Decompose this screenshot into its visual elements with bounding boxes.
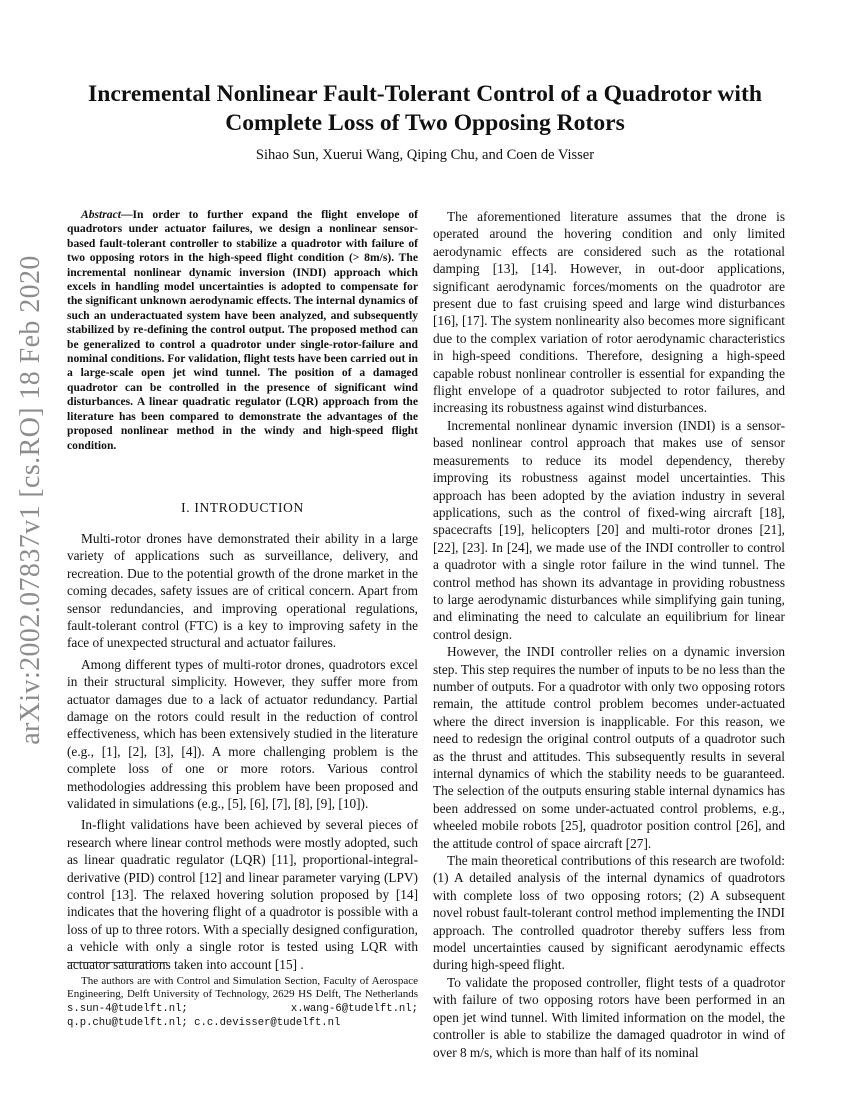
intro-paragraph-6: However, the INDI controller relies on a dynamic inversion step. This step requires the number of inputs to be no less than the number of outputs. For a quadrotor with only two opposing rotors remain, the attitude control problem becomes under-actuated where the direct inversion is inapplicable. For this reason, we need to redesign the original control outputs of a quadrotor such as the thrust and attitudes. This subsequently results in several internal dynamics of which the stability needs to be guaranteed. The selection of the outputs ensuring stable internal dynamics has been addressed on some under-actuated control problems, e.g., wheeled mobile robots [25], quadrotor position control [26], and the attitude control of space aircraft [27]. [433, 644, 785, 851]
author-list: Sihao Sun, Xuerui Wang, Qiping Chu, and Coen de Visser [255, 147, 595, 163]
intro-paragraph-3: In-flight validations have been achieved by several pieces of research where linear control methods were mostly adopted, such as linear quadratic regulator (LQR) [11], proportional-integral-derivative (PID) control [12] and linear parameter varying (LPV) control [13]. The relaxed hovering solution proposed by [14] indicates that the hovering flight of a quadrotor is possible with a loss of up to three rotors. With a specially designed configuration, a vehicle with only a single rotor is tested using LQR with actuator saturations taken into account [15] . [67, 817, 418, 972]
left-column [67, 208, 418, 973]
intro-paragraph-8: To validate the proposed controller, flight tests of a quadrotor with failure of two opposing rotors have been performed in an open jet wind tunnel. With limited information on the model, the controller is able to stabilize the damaged quadrotor in wind of over 8 m/s, which is more than half of its nominal [433, 974, 785, 1060]
arxiv-sidebar [8, 255, 54, 745]
intro-paragraph-4: The aforementioned literature assumes that the drone is operated around the hovering condition and only limited aerodynamic effects are considered such as the rotational damping [13], [14]. However, in out-door applications, significant aerodynamic forces/moments on the quadrotor are present due to fast cruising speed and large wind disturbances [16], [17]. The system nonlinearity also becomes more significant due to the complex variation of rotor aerodynamic characteristics in high-speed conditions. Therefore, designing a high-speed capable robust nonlinear controller is essential for expanding the flight envelope of a quadrotor subjected to rotor failures, and increasing its robustness against wind disturbances. [433, 209, 785, 416]
intro-paragraph-1: Multi-rotor drones have demonstrated their ability in a large variety of applications such as surveillance, delivery, and recreation. Due to the potential growth of the drone market in the coming decades, safety issues are of critical concern. Apart from sensor redundancies, and improving operational regulations, fault-tolerant control (FTC) is a key to improving safety in the face of unexpected structural and actuator failures. [67, 530, 418, 651]
section-heading-introduction: I. INTRODUCTION [181, 499, 304, 515]
intro-paragraph-5: Incremental nonlinear dynamic inversion (INDI) is a sensor-based nonlinear control approach that makes use of sensor measurements to reduce its model dependency, thereby improving its robustness against model uncertainties. This approach has been adopted by the aviation industry in several applications, such as the control of fixed-wing aircraft [18], spacecrafts [19], helicopters [20] and multi-rotor drones [21], [22], [23]. In [24], we made use of the INDI controller to control a quadrotor with a single rotor failure in the wind tunnel. The control method has shown its advantage in providing robustness to large aerodynamic disturbances while simplifying gain tuning, and eliminating the need to calculate an equilibrium for linear control design. [433, 417, 785, 642]
intro-paragraph-7: The main theoretical contributions of this research are twofold: (1) A detailed analysis of the internal dynamics of quadrotors with complete loss of two opposing rotors; (2) A subsequent novel robust fault-tolerant control method implementing the INDI approach. The controlled quadrotor thereby suffers less from model uncertainties caused by significant aerodynamic effects during high-speed flight. [433, 853, 785, 973]
abstract-text: —In order to further expand the flight envelope of quadrotors under actuator failures, we design a nonlinear sensor-based fault-tolerant controller to stabilize a quadrotor with failure of two opposing rotors in the high-speed flight condition (> 8m/s). The incremental nonlinear dynamic inversion (INDI) approach which excels in handling model uncertainties is adopted to compensate for the significant unknown aerodynamic effects. The internal dynamics of such an underactuated system have been analyzed, and subsequently stabilized by re-defining the control output. The proposed method can be generalized to control a quadrotor under single-rotor-failure and nominal conditions. For validation, flight tests have been carried out in a large-scale open jet wind tunnel. The position of a damaged quadrotor can be controlled in the presence of significant wind disturbances. A linear quadratic regulator (LQR) approach from the literature has been compared to demonstrate the advantages of the proposed nonlinear method in the windy and high-speed flight condition. [67, 208, 418, 452]
abstract [67, 208, 418, 453]
author-emails: s.sun-4@tudelft.nl; x.wang-6@tudelft.nl; q.p.chu@tudelft.nl; c.c.devisser@tudelft.nl [67, 1002, 418, 1030]
footnote-rule [67, 962, 167, 963]
right-column [433, 208, 785, 1061]
author-affiliation-footnote [67, 975, 418, 1031]
paper-title: Incremental Nonlinear Fault-Tolerant Control of a Quadrotor with Complete Loss of Two Opposing Rotors [88, 81, 762, 136]
arxiv-identifier: arXiv:2002.07837v1 [cs.RO] 18 Feb 2020 [15, 255, 46, 745]
affiliation-text: The authors are with Control and Simulation Section, Faculty of Aerospace Engineering, Delft University of Technology, 2629 HS Delft, The Netherlands [67, 975, 418, 1001]
intro-paragraph-2: Among different types of multi-rotor drones, quadrotors excel in their structural simplicity. However, they suffer more from actuator damages due to a lack of actuator redundancy. Partial damage on the rotors could result in the reduction of control effectiveness, which has been extensively studied in the literature (e.g., [1], [2], [3], [4]). A more challenging problem is the complete loss of one or more rotors. Various control methodologies addressing this problem have been proposed and validated in simulations (e.g., [5], [6], [7], [8], [9], [10]). [67, 656, 418, 811]
abstract-label: Abstract [81, 208, 121, 221]
